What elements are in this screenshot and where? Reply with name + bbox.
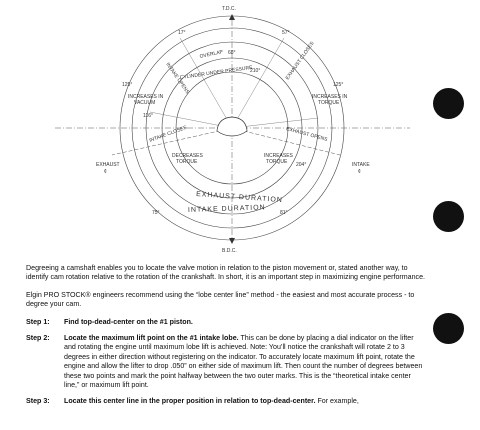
- method-paragraph: Elgin PRO STOCK® engineers recommend using the “lobe center line” method - the easiest and most accurate process - to degree your cam.: [26, 290, 415, 309]
- binder-hole: [433, 201, 464, 232]
- step-number: Step 3:: [26, 397, 50, 406]
- degree-label: 125°: [122, 82, 133, 88]
- degree-label: 116°: [143, 113, 153, 119]
- degree-label: 125°: [333, 82, 344, 88]
- pressure-degree-label: 210°: [250, 68, 261, 74]
- binder-hole: [433, 88, 464, 119]
- degree-label: 57°: [282, 30, 290, 36]
- overlap-degree-label: 68°: [228, 50, 236, 56]
- step-3: [26, 397, 426, 406]
- exhaust-opens-label: EXHAUST OPENS: [285, 126, 329, 143]
- step-title: Locate the maximum lift point on the #1 intake lobe.: [64, 334, 239, 343]
- arrow-icon: [229, 14, 235, 20]
- increases-torque-label-2: INCREASES TORQUE: [264, 153, 293, 165]
- degree-label: 204°: [296, 162, 307, 168]
- step-2: [26, 334, 426, 390]
- intake-closes-label: INTAKE CLOSES: [148, 124, 188, 144]
- degree-label: 75°: [152, 210, 160, 216]
- instructions-text: [26, 264, 426, 414]
- degree-label: 17°: [178, 30, 186, 36]
- step-text: This can be done by placing a dial indicator on the lifter and rotating the engine until maximum lobe lift is achieved. Note: You’ll notice the crankshaft will rotate 2 to 3 degrees in either direction without registering on the indicator. To accurately locate maximum lift point, rotate the engine and allow the lifter to drop .050” on either side of maximum lift. Then count the number of degrees between these two points and mark the point halfway between the two outer marks. This is the “theoretical intake center line,” or maximum lift point.: [64, 334, 423, 390]
- radial-line: [232, 38, 284, 128]
- binder-hole: [433, 313, 464, 344]
- intro-paragraph: Degreeing a camshaft enables you to locate the valve motion in relation to the piston movement or, stated another way, to identify cam rotation relative to the rotation of the crankshaft. In short, it is an important step in maximizing engine performance.: [26, 264, 426, 282]
- increases-torque-label: INCREASES IN TORQUE: [312, 94, 348, 106]
- step-number: Step 2:: [26, 334, 50, 343]
- intake-centerline-label: INTAKE ¢: [352, 162, 370, 175]
- step-number: Step 1:: [26, 317, 50, 326]
- exhaust-closes-label: EXHAUST CLOSES: [284, 40, 316, 82]
- intake-opens-label: INTAKE OPENS: [164, 61, 191, 96]
- pressure-label: CYLINDER UNDER PRESSURE: [179, 64, 253, 81]
- cam-lobe-icon: [217, 117, 247, 136]
- step-1: [26, 318, 426, 327]
- exhaust-centerline-label: EXHAUST ¢: [96, 162, 120, 175]
- radial-line: [180, 38, 232, 128]
- increases-vacuum-label: INCREASES IN VACUUM: [128, 94, 164, 106]
- exhaust-duration-label: EXHAUST DURATION: [195, 191, 284, 205]
- arrow-icon: [229, 238, 235, 244]
- bdc-label: B.D.C.: [222, 248, 237, 254]
- step-text: For example,: [315, 397, 359, 406]
- overlap-label: OVERLAP: [199, 49, 224, 60]
- intake-duration-label: INTAKE DURATION: [187, 204, 266, 214]
- tdc-label: T.D.C.: [222, 6, 236, 12]
- step-title: Find top-dead-center on the #1 piston.: [64, 317, 193, 326]
- step-title: Locate this center line in the proper position in relation to top-dead-center.: [64, 397, 316, 406]
- degree-label: 81°: [280, 210, 288, 216]
- decreases-torque-label: DECREASES TORQUE: [172, 153, 203, 165]
